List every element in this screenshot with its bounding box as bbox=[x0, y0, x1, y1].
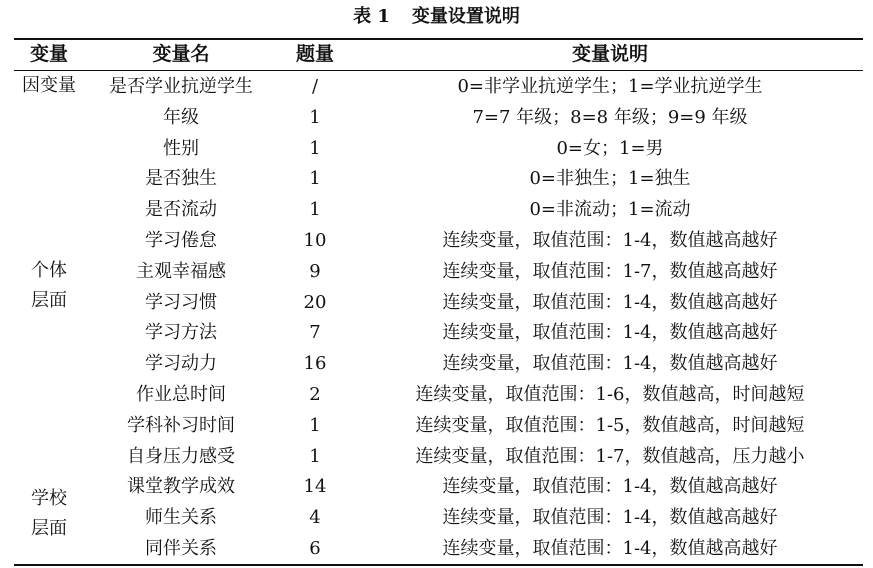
row-description: 连续变量，取值范围：1-5，数值越高，时间越短 bbox=[415, 415, 805, 436]
row-variable-name: 性别 bbox=[163, 138, 199, 159]
group-label-dependent bbox=[14, 71, 84, 101]
header-description: 变量说明 bbox=[571, 43, 648, 65]
row-variable-name: 同伴关系 bbox=[145, 538, 217, 559]
bottom-rule bbox=[14, 564, 863, 566]
row-variable-name: 师生关系 bbox=[145, 507, 217, 528]
group-label-individual bbox=[14, 256, 84, 316]
row-item-count: 10 bbox=[303, 230, 327, 251]
row-description: 连续变量，取值范围：1-4，数值越高越好 bbox=[442, 507, 778, 528]
group-label-line: 层面 bbox=[31, 518, 67, 539]
table-title: 变量设置说明 bbox=[411, 6, 520, 27]
row-item-count: 16 bbox=[303, 353, 327, 374]
row-variable-name: 作业总时间 bbox=[136, 384, 226, 405]
row-variable-name: 主观幸福感 bbox=[136, 261, 226, 282]
row-item-count: 14 bbox=[303, 476, 327, 497]
row-item-count: 4 bbox=[309, 507, 321, 528]
row-item-count: 1 bbox=[309, 168, 321, 189]
row-variable-name: 学科补习时间 bbox=[127, 415, 235, 436]
group-label-school bbox=[14, 484, 84, 544]
row-variable-name: 学习方法 bbox=[145, 322, 217, 343]
row-item-count: 6 bbox=[309, 538, 321, 559]
row-description: 0=非学业抗逆学生；1=学业抗逆学生 bbox=[457, 76, 763, 97]
row-item-count: 1 bbox=[309, 415, 321, 436]
group-label-line: 层面 bbox=[31, 290, 67, 311]
row-description: 连续变量，取值范围：1-4，数值越高越好 bbox=[442, 353, 778, 374]
group-label-line: 因变量 bbox=[22, 75, 76, 96]
table-number: 表 1 bbox=[353, 6, 390, 27]
row-variable-name: 学习习惯 bbox=[145, 292, 217, 313]
row-item-count: 1 bbox=[309, 446, 321, 467]
row-item-count: 20 bbox=[303, 292, 327, 313]
row-item-count: / bbox=[311, 76, 319, 97]
row-variable-name: 自身压力感受 bbox=[127, 446, 235, 467]
row-item-count: 7 bbox=[309, 322, 321, 343]
row-variable-name: 是否学业抗逆学生 bbox=[109, 76, 253, 97]
group-label-line: 学校 bbox=[31, 488, 67, 509]
row-variable-name: 课堂教学成效 bbox=[127, 476, 235, 497]
row-item-count: 1 bbox=[309, 199, 321, 220]
header-variable-name: 变量名 bbox=[152, 43, 210, 65]
row-description: 连续变量，取值范围：1-7，数值越高，压力越小 bbox=[415, 446, 805, 467]
row-variable-name: 年级 bbox=[163, 107, 199, 128]
row-description: 连续变量，取值范围：1-4，数值越高越好 bbox=[442, 538, 778, 559]
row-description: 0=女；1=男 bbox=[556, 138, 664, 159]
row-item-count: 1 bbox=[309, 138, 321, 159]
row-description: 0=非流动；1=流动 bbox=[529, 199, 691, 220]
header-variable: 变量 bbox=[29, 43, 68, 65]
row-description: 连续变量，取值范围：1-7，数值越高越好 bbox=[442, 261, 778, 282]
row-description: 7=7 年级；8=8 年级；9=9 年级 bbox=[472, 107, 748, 128]
row-variable-name: 学习动力 bbox=[145, 353, 217, 374]
row-description: 连续变量，取值范围：1-4，数值越高越好 bbox=[442, 230, 778, 251]
table-caption bbox=[0, 4, 873, 30]
row-variable-name: 是否独生 bbox=[145, 168, 217, 189]
row-description: 连续变量，取值范围：1-4，数值越高越好 bbox=[442, 476, 778, 497]
row-item-count: 1 bbox=[309, 107, 321, 128]
row-description: 连续变量，取值范围：1-4，数值越高越好 bbox=[442, 322, 778, 343]
group-label-line: 个体 bbox=[31, 260, 67, 281]
row-description: 0=非独生；1=独生 bbox=[529, 168, 691, 189]
row-description: 连续变量，取值范围：1-6，数值越高，时间越短 bbox=[415, 384, 805, 405]
row-variable-name: 是否流动 bbox=[145, 199, 217, 220]
row-item-count: 9 bbox=[309, 261, 321, 282]
header-item-count: 题量 bbox=[295, 43, 334, 65]
row-description: 连续变量，取值范围：1-4，数值越高越好 bbox=[442, 292, 778, 313]
row-item-count: 2 bbox=[309, 384, 321, 405]
row-variable-name: 学习倦怠 bbox=[145, 230, 217, 251]
